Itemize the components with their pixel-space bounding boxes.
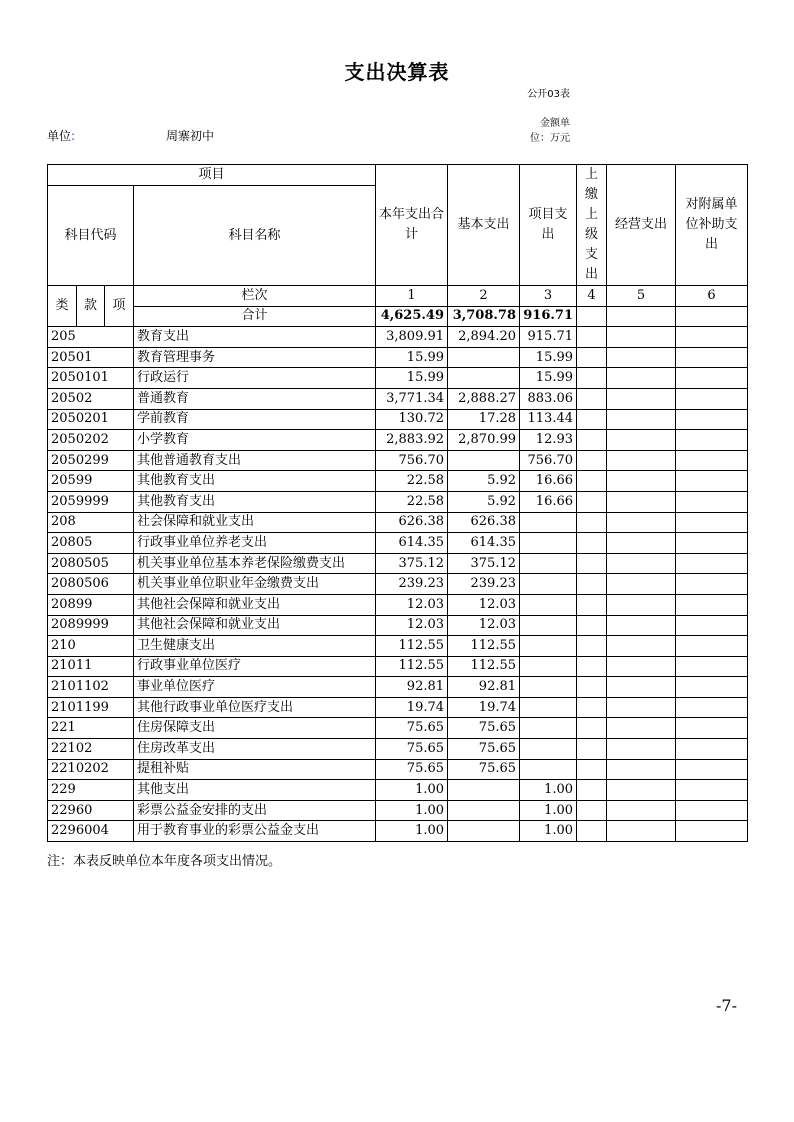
col-no-6: 6 xyxy=(676,286,748,307)
row-name: 其他教育支出 xyxy=(134,471,376,492)
sum-upper xyxy=(577,306,607,327)
row-business xyxy=(607,347,676,368)
sum-business xyxy=(607,306,676,327)
row-basic: 614.35 xyxy=(448,533,520,554)
expenditure-table xyxy=(47,164,748,842)
row-business xyxy=(607,471,676,492)
row-project xyxy=(520,636,577,657)
row-business xyxy=(607,677,676,698)
row-basic: 5.92 xyxy=(448,491,520,512)
row-project: 883.06 xyxy=(520,388,577,409)
row-name: 教育支出 xyxy=(134,327,376,348)
row-basic: 12.03 xyxy=(448,615,520,636)
row-total: 756.70 xyxy=(376,450,448,471)
row-total: 1.00 xyxy=(376,780,448,801)
table-row xyxy=(48,512,748,533)
row-subsidiary xyxy=(676,327,748,348)
row-project xyxy=(520,739,577,760)
row-name: 其他支出 xyxy=(134,780,376,801)
row-code: 22102 xyxy=(48,739,134,760)
row-upper xyxy=(577,388,607,409)
class-lei-header: 类 xyxy=(48,286,77,327)
row-basic: 239.23 xyxy=(448,574,520,595)
row-project: 113.44 xyxy=(520,409,577,430)
table-row xyxy=(48,533,748,554)
row-project xyxy=(520,553,577,574)
row-upper xyxy=(577,759,607,780)
row-subsidiary xyxy=(676,821,748,842)
row-name: 学前教育 xyxy=(134,409,376,430)
table-row xyxy=(48,656,748,677)
table-row xyxy=(48,615,748,636)
project-header: 项目支出 xyxy=(520,165,577,286)
row-business xyxy=(607,821,676,842)
row-subsidiary xyxy=(676,574,748,595)
row-code: 20501 xyxy=(48,347,134,368)
basic-header: 基本支出 xyxy=(448,165,520,286)
unit-label: 单位: xyxy=(47,129,76,143)
row-business xyxy=(607,759,676,780)
class-kuan-header: 款 xyxy=(77,286,105,327)
row-code: 208 xyxy=(48,512,134,533)
row-code: 210 xyxy=(48,636,134,657)
row-upper xyxy=(577,430,607,451)
row-business xyxy=(607,800,676,821)
row-name: 行政事业单位医疗 xyxy=(134,656,376,677)
row-basic: 92.81 xyxy=(448,677,520,698)
row-total: 22.58 xyxy=(376,491,448,512)
row-code: 20599 xyxy=(48,471,134,492)
row-basic: 375.12 xyxy=(448,553,520,574)
table-row xyxy=(48,759,748,780)
row-name: 机关事业单位基本养老保险缴费支出 xyxy=(134,553,376,574)
row-subsidiary xyxy=(676,347,748,368)
row-total: 3,771.34 xyxy=(376,388,448,409)
row-code: 20502 xyxy=(48,388,134,409)
row-name: 社会保障和就业支出 xyxy=(134,512,376,533)
row-project: 915.71 xyxy=(520,327,577,348)
row-business xyxy=(607,388,676,409)
row-total: 1.00 xyxy=(376,821,448,842)
row-business xyxy=(607,368,676,389)
row-project: 756.70 xyxy=(520,450,577,471)
row-upper xyxy=(577,533,607,554)
table-row xyxy=(48,553,748,574)
row-business xyxy=(607,409,676,430)
row-project: 1.00 xyxy=(520,800,577,821)
row-basic: 75.65 xyxy=(448,759,520,780)
table-row xyxy=(48,697,748,718)
row-subsidiary xyxy=(676,759,748,780)
col-no-4: 4 xyxy=(577,286,607,307)
row-project: 16.66 xyxy=(520,471,577,492)
row-basic: 112.55 xyxy=(448,656,520,677)
row-business xyxy=(607,656,676,677)
row-upper xyxy=(577,656,607,677)
row-basic xyxy=(448,780,520,801)
unit-name: 周寨初中 xyxy=(166,129,215,143)
sum-total: 4,625.49 xyxy=(376,306,448,327)
row-business xyxy=(607,553,676,574)
row-project: 15.99 xyxy=(520,347,577,368)
row-code: 2101102 xyxy=(48,677,134,698)
row-code: 21011 xyxy=(48,656,134,677)
row-upper xyxy=(577,594,607,615)
table-row xyxy=(48,574,748,595)
row-project xyxy=(520,615,577,636)
row-total: 2,883.92 xyxy=(376,430,448,451)
row-subsidiary xyxy=(676,594,748,615)
row-total: 75.65 xyxy=(376,759,448,780)
table-row xyxy=(48,739,748,760)
column-no-label: 栏次 xyxy=(134,286,376,307)
row-project xyxy=(520,697,577,718)
row-name: 行政事业单位养老支出 xyxy=(134,533,376,554)
row-code: 2089999 xyxy=(48,615,134,636)
row-name: 机关事业单位职业年金缴费支出 xyxy=(134,574,376,595)
row-project xyxy=(520,677,577,698)
row-total: 112.55 xyxy=(376,656,448,677)
row-name: 小学教育 xyxy=(134,430,376,451)
row-subsidiary xyxy=(676,677,748,698)
row-project: 1.00 xyxy=(520,780,577,801)
row-subsidiary xyxy=(676,533,748,554)
col-no-1: 1 xyxy=(376,286,448,307)
row-total: 12.03 xyxy=(376,594,448,615)
row-upper xyxy=(577,491,607,512)
row-name: 教育管理事务 xyxy=(134,347,376,368)
row-upper xyxy=(577,409,607,430)
document-title: 支出决算表 xyxy=(344,60,450,84)
row-code: 20899 xyxy=(48,594,134,615)
table-row xyxy=(48,368,748,389)
row-upper xyxy=(577,821,607,842)
row-name: 其他教育支出 xyxy=(134,491,376,512)
row-project xyxy=(520,574,577,595)
row-business xyxy=(607,491,676,512)
row-name: 其他行政事业单位医疗支出 xyxy=(134,697,376,718)
subject-name-header: 科目名称 xyxy=(134,186,376,286)
row-name: 普通教育 xyxy=(134,388,376,409)
row-code: 229 xyxy=(48,780,134,801)
amount-unit: 金额单位：万元 xyxy=(530,118,570,144)
table-row xyxy=(48,800,748,821)
subsidiary-header: 对附属单位补助支出 xyxy=(676,165,748,286)
table-note: 注：本表反映单位本年度各项支出情况。 xyxy=(47,854,282,869)
row-upper xyxy=(577,327,607,348)
row-code: 2210202 xyxy=(48,759,134,780)
row-basic xyxy=(448,450,520,471)
row-code: 2050101 xyxy=(48,368,134,389)
row-code: 205 xyxy=(48,327,134,348)
table-row xyxy=(48,594,748,615)
row-code: 20805 xyxy=(48,533,134,554)
row-business xyxy=(607,594,676,615)
row-code: 221 xyxy=(48,718,134,739)
row-total: 15.99 xyxy=(376,368,448,389)
row-upper xyxy=(577,636,607,657)
row-project: 12.93 xyxy=(520,430,577,451)
row-total: 1.00 xyxy=(376,800,448,821)
row-upper xyxy=(577,697,607,718)
row-business xyxy=(607,512,676,533)
row-basic: 19.74 xyxy=(448,697,520,718)
row-total: 75.65 xyxy=(376,718,448,739)
row-subsidiary xyxy=(676,368,748,389)
row-business xyxy=(607,739,676,760)
row-project: 15.99 xyxy=(520,368,577,389)
table-row xyxy=(48,491,748,512)
row-total: 112.55 xyxy=(376,636,448,657)
row-subsidiary xyxy=(676,718,748,739)
table-row xyxy=(48,347,748,368)
row-code: 2050299 xyxy=(48,450,134,471)
row-total: 12.03 xyxy=(376,615,448,636)
row-business xyxy=(607,430,676,451)
row-basic: 75.65 xyxy=(448,739,520,760)
row-project xyxy=(520,594,577,615)
row-basic: 2,870.99 xyxy=(448,430,520,451)
row-project xyxy=(520,759,577,780)
row-total: 75.65 xyxy=(376,739,448,760)
page-number: -7- xyxy=(716,996,737,1015)
table-row xyxy=(48,471,748,492)
row-name: 其他社会保障和就业支出 xyxy=(134,594,376,615)
row-basic: 75.65 xyxy=(448,718,520,739)
row-upper xyxy=(577,574,607,595)
form-number: 公开03表 xyxy=(527,89,570,100)
row-upper xyxy=(577,553,607,574)
row-basic: 112.55 xyxy=(448,636,520,657)
item-header: 项目 xyxy=(48,165,376,186)
row-subsidiary xyxy=(676,512,748,533)
row-code: 2050201 xyxy=(48,409,134,430)
row-business xyxy=(607,327,676,348)
table-row xyxy=(48,821,748,842)
row-subsidiary xyxy=(676,739,748,760)
col-no-2: 2 xyxy=(448,286,520,307)
row-business xyxy=(607,533,676,554)
row-subsidiary xyxy=(676,450,748,471)
row-code: 2080505 xyxy=(48,553,134,574)
row-name: 其他普通教育支出 xyxy=(134,450,376,471)
row-name: 其他社会保障和就业支出 xyxy=(134,615,376,636)
row-upper xyxy=(577,615,607,636)
row-total: 375.12 xyxy=(376,553,448,574)
row-project xyxy=(520,533,577,554)
sum-subsidiary xyxy=(676,306,748,327)
row-upper xyxy=(577,347,607,368)
row-subsidiary xyxy=(676,388,748,409)
row-business xyxy=(607,718,676,739)
row-subsidiary xyxy=(676,430,748,451)
row-upper xyxy=(577,368,607,389)
row-code: 2080506 xyxy=(48,574,134,595)
row-code: 2059999 xyxy=(48,491,134,512)
row-basic: 2,888.27 xyxy=(448,388,520,409)
row-upper xyxy=(577,739,607,760)
row-name: 住房保障支出 xyxy=(134,718,376,739)
row-name: 用于教育事业的彩票公益金支出 xyxy=(134,821,376,842)
row-name: 彩票公益金安排的支出 xyxy=(134,800,376,821)
row-basic: 17.28 xyxy=(448,409,520,430)
table-row xyxy=(48,636,748,657)
sum-project: 916.71 xyxy=(520,306,577,327)
row-total: 22.58 xyxy=(376,471,448,492)
row-code: 2101199 xyxy=(48,697,134,718)
row-code: 2050202 xyxy=(48,430,134,451)
row-total: 92.81 xyxy=(376,677,448,698)
row-project: 1.00 xyxy=(520,821,577,842)
row-business xyxy=(607,574,676,595)
table-row xyxy=(48,430,748,451)
table-row xyxy=(48,409,748,430)
row-subsidiary xyxy=(676,780,748,801)
row-name: 行政运行 xyxy=(134,368,376,389)
row-name: 提租补贴 xyxy=(134,759,376,780)
row-business xyxy=(607,780,676,801)
total-header: 本年支出合计 xyxy=(376,165,448,286)
row-subsidiary xyxy=(676,471,748,492)
row-subsidiary xyxy=(676,409,748,430)
row-subsidiary xyxy=(676,800,748,821)
row-total: 15.99 xyxy=(376,347,448,368)
row-name: 住房改革支出 xyxy=(134,739,376,760)
table-row xyxy=(48,677,748,698)
table-row xyxy=(48,450,748,471)
row-upper xyxy=(577,450,607,471)
row-total: 614.35 xyxy=(376,533,448,554)
row-subsidiary xyxy=(676,553,748,574)
sum-label: 合计 xyxy=(134,306,376,327)
row-basic: 626.38 xyxy=(448,512,520,533)
row-subsidiary xyxy=(676,615,748,636)
row-total: 130.72 xyxy=(376,409,448,430)
upper-header: 上缴上级支出 xyxy=(577,165,607,286)
table-row xyxy=(48,327,748,348)
col-no-5: 5 xyxy=(607,286,676,307)
row-name: 事业单位医疗 xyxy=(134,677,376,698)
row-basic xyxy=(448,800,520,821)
row-total: 19.74 xyxy=(376,697,448,718)
business-header: 经营支出 xyxy=(607,165,676,286)
row-project xyxy=(520,512,577,533)
row-upper xyxy=(577,512,607,533)
row-subsidiary xyxy=(676,491,748,512)
row-code: 2296004 xyxy=(48,821,134,842)
row-project: 16.66 xyxy=(520,491,577,512)
table-row xyxy=(48,718,748,739)
row-basic xyxy=(448,821,520,842)
row-basic xyxy=(448,347,520,368)
class-xiang-header: 项 xyxy=(105,286,134,327)
table-row xyxy=(48,388,748,409)
row-business xyxy=(607,615,676,636)
row-business xyxy=(607,636,676,657)
row-project xyxy=(520,656,577,677)
row-total: 239.23 xyxy=(376,574,448,595)
row-upper xyxy=(577,677,607,698)
row-business xyxy=(607,697,676,718)
row-subsidiary xyxy=(676,697,748,718)
row-upper xyxy=(577,471,607,492)
row-basic: 2,894.20 xyxy=(448,327,520,348)
row-total: 626.38 xyxy=(376,512,448,533)
table-row xyxy=(48,780,748,801)
row-total: 3,809.91 xyxy=(376,327,448,348)
row-name: 卫生健康支出 xyxy=(134,636,376,657)
col-no-3: 3 xyxy=(520,286,577,307)
sum-basic: 3,708.78 xyxy=(448,306,520,327)
row-basic: 12.03 xyxy=(448,594,520,615)
row-subsidiary xyxy=(676,656,748,677)
row-upper xyxy=(577,800,607,821)
row-upper xyxy=(577,780,607,801)
row-upper xyxy=(577,718,607,739)
row-code: 22960 xyxy=(48,800,134,821)
row-business xyxy=(607,450,676,471)
subject-code-header: 科目代码 xyxy=(48,186,134,286)
row-basic: 5.92 xyxy=(448,471,520,492)
row-project xyxy=(520,718,577,739)
row-basic xyxy=(448,368,520,389)
row-subsidiary xyxy=(676,636,748,657)
